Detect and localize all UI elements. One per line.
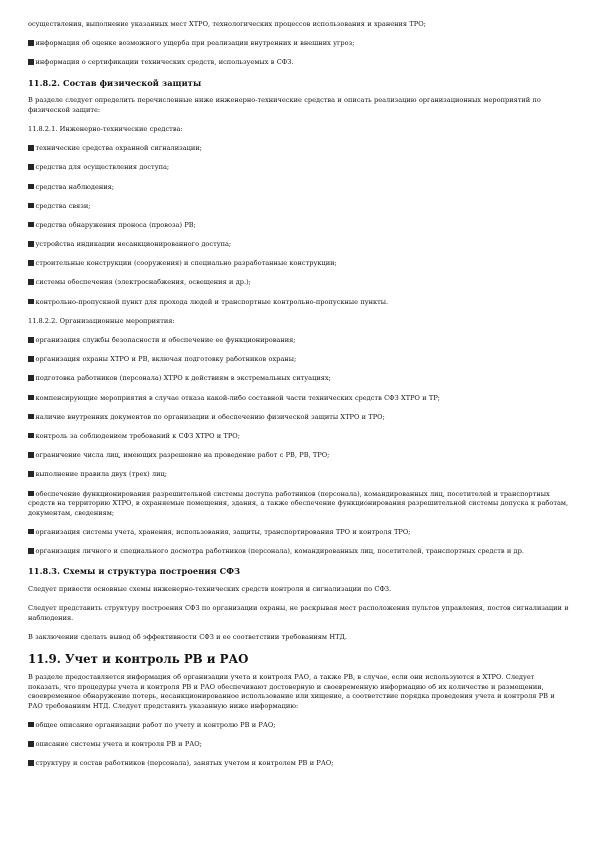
item-text: организация службы безопасности и обеспечение ее функционирования;: [35, 336, 296, 344]
square-bullet-icon: [28, 241, 34, 247]
bullet-item: [28, 58, 569, 68]
item-text: Следует привести основные схемы инженерно-технических средств контроля и сигнализации по СФЗ.: [28, 584, 392, 593]
bullet-item: [28, 374, 569, 384]
item-text: осуществления, выполнение указанных мест ХТРО, технологических процессов использования и хранения ТРО;: [28, 20, 426, 28]
square-bullet-icon: [28, 40, 34, 46]
square-bullet-icon: [28, 722, 34, 728]
bullet-item: [28, 278, 569, 288]
item-text: подготовка работников (персонала) ХТРО к действиям в экстремальных ситуациях;: [35, 374, 331, 383]
paragraph: [28, 125, 569, 135]
bullet-item: [28, 721, 569, 731]
item-text: 11.8.2.2. Организационные мероприятия:: [28, 316, 175, 325]
item-text: 11.8.2. Состав физической защиты: [28, 77, 202, 88]
subsection-heading: [28, 566, 569, 576]
square-bullet-icon: [28, 452, 34, 458]
bullet-item: [28, 740, 569, 750]
bullet-item: [28, 413, 569, 423]
square-bullet-icon: [28, 741, 34, 747]
square-bullet-icon: [28, 375, 34, 381]
square-bullet-icon: [28, 356, 34, 362]
item-text: В разделе предоставляется информация об организации учета и контроля РАО, а также РВ, в случае, если они используются в ХТРО. Следует показать, что процедуры учета и контроля РВ и РАО обеспечивают достоверную и своевременную информацию об их количестве и размещении, своевременное обнаружение потерь, несанкционированное использование или хищение, а соответствие порядка проведения учета и контроля РВ и РАО требованиям НТД. Следует представить указанную ниже информацию:: [28, 673, 555, 710]
item-text: контрольно-пропускной пункт для прохода людей и транспортные контрольно-пропускные пункты.: [35, 297, 389, 306]
paragraph: [28, 20, 569, 30]
item-text: Следует представить структуру построения СФЗ по организации охраны, не раскрывая мест расположения пультов управления, постов сигнализации и наблюдения.: [28, 604, 569, 622]
bullet-item: [28, 528, 569, 538]
square-bullet-icon: [28, 222, 34, 228]
square-bullet-icon: [28, 414, 34, 420]
item-text: организация системы учета, хранения, использования, защиты, транспортирования ТРО и контроля ТРО;: [35, 527, 411, 536]
square-bullet-icon: [28, 59, 34, 65]
item-text: обеспечение функционирования разрешительной системы доступа работников (персонала), командированных лиц, посетителей и транспортных средств на территорию ХТРО, в охраняемые помещения, здания, а также обеспечение функционирования разрешительной системы допуска к работам, документам, сведениям;: [28, 489, 569, 517]
section-heading: [28, 652, 569, 666]
item-text: 11.8.2.1. Инженерно-технические средства:: [28, 124, 183, 133]
bullet-item: [28, 355, 569, 365]
bullet-item: [28, 163, 569, 173]
item-text: строительные конструкции (сооружения) и специально разработанные конструкции;: [35, 259, 337, 268]
bullet-item: [28, 183, 569, 193]
item-text: устройства индикации несанкционированного доступа;: [35, 240, 232, 249]
item-text: компенсирующие мероприятия в случае отказа какой-либо составной части технических средств СФЗ ХТРО и ТР;: [35, 393, 440, 402]
item-text: средства связи;: [35, 201, 91, 210]
item-text: В заключении сделать вывод об эффективности СФЗ и ее соответствии требованиям НТД.: [28, 632, 347, 641]
paragraph: [28, 673, 569, 711]
item-text: средства обнаружения проноса (провоза) РВ;: [35, 220, 196, 229]
item-text: общее описание организации работ по учету и контролю РВ и РАО;: [35, 720, 276, 729]
square-bullet-icon: [28, 279, 34, 285]
item-text: ограничение числа лиц, имеющих разрешение на проведение работ с РВ, РВ, ТРО;: [35, 451, 330, 460]
paragraph: [28, 633, 569, 643]
bullet-item: [28, 39, 569, 49]
item-text: наличие внутренних документов по организации и обеспечению физической защиты ХТРО и ТРО;: [35, 412, 385, 421]
square-bullet-icon: [28, 760, 34, 766]
paragraph: [28, 604, 569, 623]
square-bullet-icon: [28, 299, 34, 305]
square-bullet-icon: [28, 548, 34, 554]
square-bullet-icon: [28, 491, 34, 497]
item-text: выполнение правила двух (трех) лиц;: [35, 470, 168, 479]
square-bullet-icon: [28, 164, 34, 170]
item-text: организация охраны ХТРО и РВ, включая подготовку работников охраны;: [35, 355, 297, 364]
item-text: информация о сертификации технических средств, используемых в СФЗ.: [35, 58, 294, 67]
item-text: описание системы учета и контроля РВ и РАО;: [35, 740, 202, 749]
bullet-item: [28, 759, 569, 769]
item-text: контроль за соблюдением требований к СФЗ ХТРО и ТРО;: [35, 431, 240, 440]
square-bullet-icon: [28, 337, 34, 343]
square-bullet-icon: [28, 203, 34, 209]
bullet-item: [28, 470, 569, 480]
bullet-item: [28, 240, 569, 250]
item-text: структуру и состав работников (персонала), занятых учетом и контролем РВ и РАО;: [35, 759, 334, 768]
item-text: системы обеспечения (электроснабжения, освещения и др.);: [35, 278, 251, 287]
bullet-item: [28, 394, 569, 404]
square-bullet-icon: [28, 145, 34, 151]
item-text: В разделе следует определить перечисленные ниже инженерно-технические средства и описать реализацию организационных мероприятий по физической защите:: [28, 96, 541, 114]
item-text: организация личного и специального досмотра работников (персонала), командированных лиц, посетителей, транспортных средств и др.: [35, 547, 524, 556]
bullet-item: [28, 144, 569, 154]
bullet-item: [28, 490, 569, 519]
item-text: средства наблюдения;: [35, 182, 115, 191]
paragraph: [28, 317, 569, 327]
square-bullet-icon: [28, 184, 34, 190]
bullet-item: [28, 547, 569, 557]
item-text: технические средства охранной сигнализации;: [35, 144, 202, 153]
bullet-item: [28, 259, 569, 269]
bullet-item: [28, 298, 569, 308]
paragraph: [28, 96, 569, 115]
bullet-item: [28, 432, 569, 442]
paragraph: [28, 585, 569, 595]
item-text: 11.9. Учет и контроль РВ и РАО: [28, 652, 249, 666]
square-bullet-icon: [28, 260, 34, 266]
item-text: 11.8.3. Схемы и структура построения СФЗ: [28, 566, 241, 577]
bullet-item: [28, 451, 569, 461]
item-text: средства для осуществления доступа;: [35, 163, 170, 172]
bullet-item: [28, 221, 569, 231]
bullet-item: [28, 202, 569, 212]
square-bullet-icon: [28, 529, 34, 535]
square-bullet-icon: [28, 433, 34, 439]
bullet-item: [28, 336, 569, 346]
square-bullet-icon: [28, 471, 34, 477]
square-bullet-icon: [28, 395, 34, 401]
subsection-heading: [28, 78, 569, 88]
item-text: информация об оценке возможного ущерба при реализации внутренних и внешних угроз;: [35, 39, 355, 48]
